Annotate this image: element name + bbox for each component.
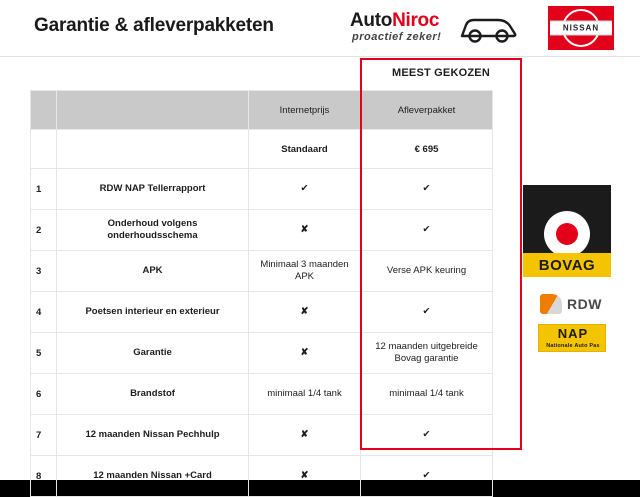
row-number: 5 (31, 333, 57, 374)
autoniroc-wordmark (350, 10, 439, 32)
row-internet-value: ✘ (249, 210, 361, 251)
header-cell-number (31, 91, 57, 130)
bovag-logo (523, 185, 611, 277)
table-body (31, 91, 493, 497)
row-internet-value: minimaal 1/4 tank (249, 374, 361, 415)
row-internet-value: ✔ (249, 169, 361, 210)
nap-label: NAP (557, 326, 589, 341)
header-cell-internet: Internetprijs (249, 91, 361, 130)
table-row (31, 210, 493, 251)
subheader-cell-internet: Standaard (249, 130, 361, 169)
subheader-cell-feature (57, 130, 249, 169)
table-row (31, 456, 493, 497)
table-row (31, 333, 493, 374)
row-internet-value: ✘ (249, 456, 361, 497)
nap-sublabel: Nationale Auto Pas (546, 343, 600, 349)
row-number: 8 (31, 456, 57, 497)
row-feature: Brandstof (57, 374, 249, 415)
rdw-mark-icon (540, 294, 562, 314)
row-feature: Poetsen interieur en exterieur (57, 292, 249, 333)
table-header-row (31, 91, 493, 130)
autoniroc-word-niroc: Niroc (392, 10, 440, 31)
rdw-label: RDW (567, 296, 602, 312)
most-chosen-label: MEEST GEKOZEN (392, 67, 490, 79)
autoniroc-word-auto: Auto (350, 10, 393, 31)
row-number: 2 (31, 210, 57, 251)
row-package-value: 12 maanden uitgebreide Bovag garantie (361, 333, 493, 374)
row-package-value: ✔ (361, 169, 493, 210)
row-number: 6 (31, 374, 57, 415)
row-number: 3 (31, 251, 57, 292)
page-title: Garantie & afleverpakketen (34, 15, 274, 36)
page-header (0, 0, 640, 57)
table-row (31, 415, 493, 456)
row-feature: Garantie (57, 333, 249, 374)
row-package-value: ✔ (361, 292, 493, 333)
row-number: 1 (31, 169, 57, 210)
table-row (31, 169, 493, 210)
header-cell-feature (57, 91, 249, 130)
comparison-table (30, 90, 492, 497)
row-package-value: Verse APK keuring (361, 251, 493, 292)
row-internet-value: Minimaal 3 maanden APK (249, 251, 361, 292)
nissan-logo (548, 6, 614, 50)
row-package-value: ✔ (361, 415, 493, 456)
row-package-value: ✔ (361, 456, 493, 497)
table-row (31, 251, 493, 292)
row-number: 7 (31, 415, 57, 456)
nissan-bar (550, 21, 612, 36)
subheader-cell-package: € 695 (361, 130, 493, 169)
row-internet-value: ✘ (249, 415, 361, 456)
table-subheader-row (31, 130, 493, 169)
row-feature: 12 maanden Nissan +Card (57, 456, 249, 497)
subheader-cell-number (31, 130, 57, 169)
row-number: 4 (31, 292, 57, 333)
row-feature: RDW NAP Tellerrapport (57, 169, 249, 210)
rdw-logo (540, 292, 618, 318)
row-feature: Onderhoud volgens onderhoudsschema (57, 210, 249, 251)
nissan-label: NISSAN (562, 23, 600, 33)
nap-logo (538, 324, 606, 352)
row-feature: APK (57, 251, 249, 292)
row-package-value: ✔ (361, 210, 493, 251)
row-package-value: minimaal 1/4 tank (361, 374, 493, 415)
autoniroc-logo (350, 10, 525, 48)
header-cell-package: Afleverpakket (361, 91, 493, 130)
car-icon (458, 12, 520, 49)
table-row (31, 374, 493, 415)
row-feature: 12 maanden Nissan Pechhulp (57, 415, 249, 456)
table-row (31, 292, 493, 333)
row-internet-value: ✘ (249, 292, 361, 333)
autoniroc-tagline: proactief zeker! (352, 31, 442, 43)
row-internet-value: ✘ (249, 333, 361, 374)
bovag-label: BOVAG (538, 256, 596, 274)
bovag-band (523, 253, 611, 277)
